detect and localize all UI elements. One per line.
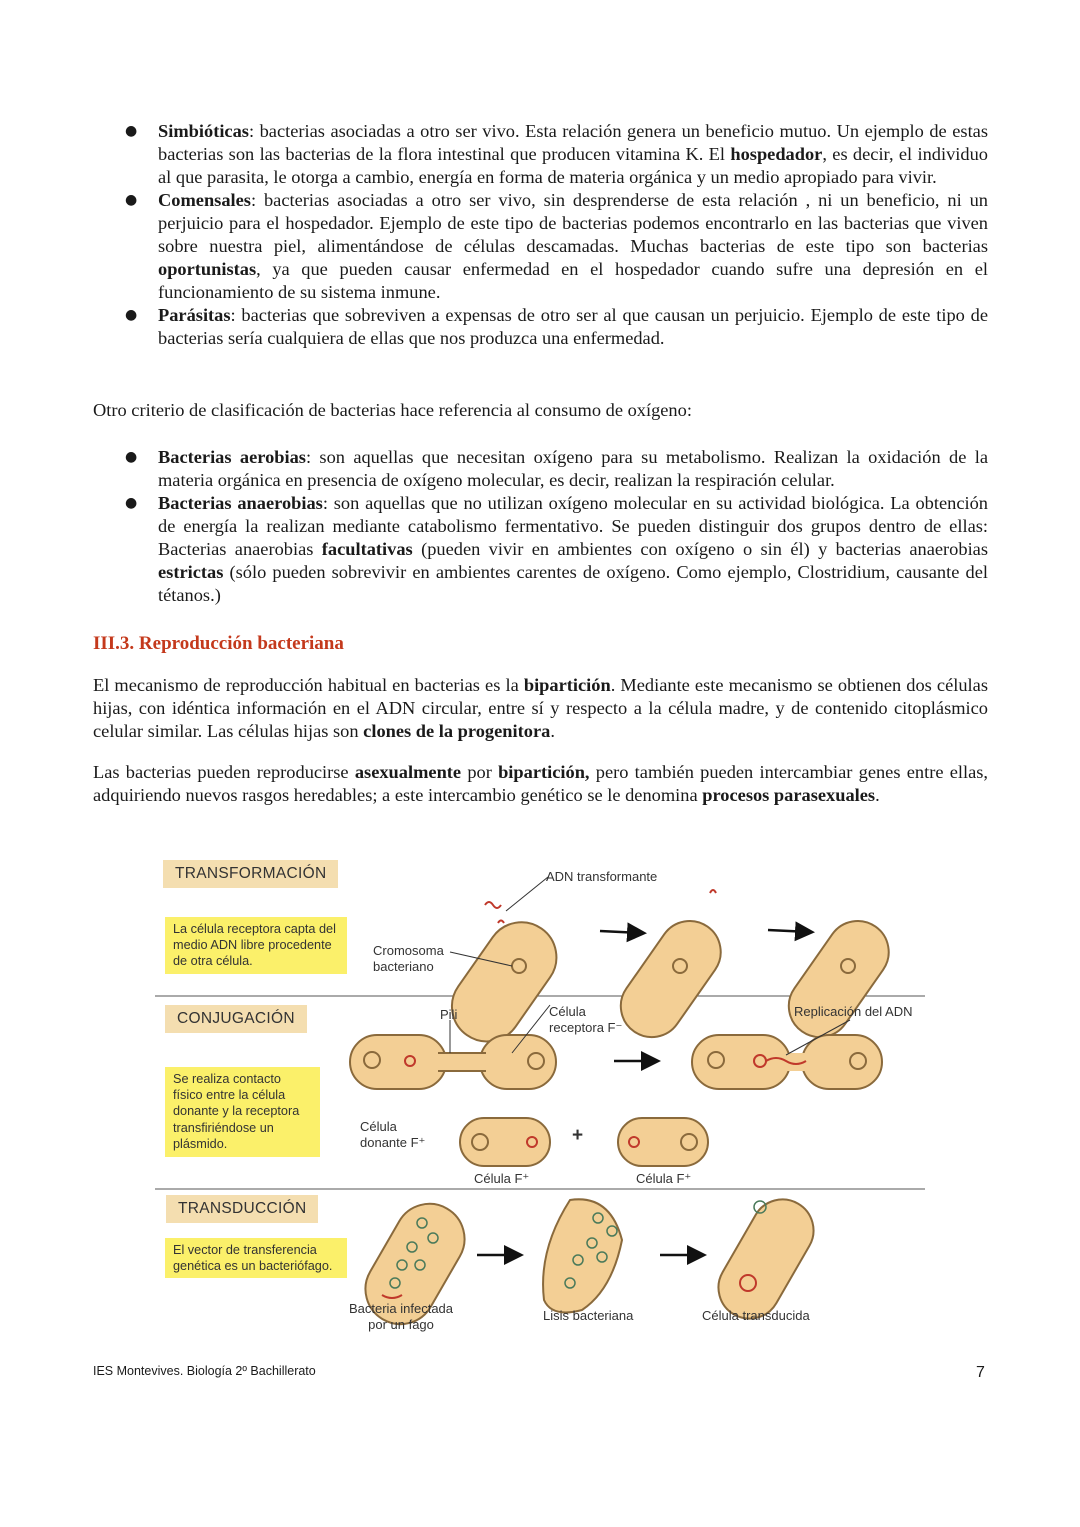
bullet-icon: ● bbox=[125, 449, 138, 465]
label-transforming-dna: ADN transformante bbox=[546, 869, 658, 884]
text: . bbox=[550, 721, 555, 741]
footer-text: IES Montevives. Biología 2º Bachillerato bbox=[93, 1364, 316, 1378]
text: . Mediante este mecanismo se obtienen dos células hijas, con idéntica información en el ADN circular, entre sí y respecto a la célula madre, y de contenido citoplásmico celular similar. Las células hijas son bbox=[93, 675, 988, 741]
bullet-icon: ● bbox=[125, 307, 138, 323]
term: Comensales bbox=[158, 190, 251, 210]
page-number: 7 bbox=[976, 1364, 985, 1381]
daughter-cell-1 bbox=[460, 1118, 550, 1166]
tag-conjugation: CONJUGACIÓN bbox=[165, 1005, 307, 1033]
note-transformation: La célula receptora capta del medio ADN libre procedente de otra célula. bbox=[165, 917, 347, 974]
paragraph-parasexual bbox=[93, 761, 988, 807]
term: oportunistas bbox=[158, 259, 257, 279]
term: hospedador bbox=[730, 144, 823, 164]
text: , es decir, el individuo al que parasita, le otorga a cambio, energía en forma de materia orgánica y un medio apropiado para vivir. bbox=[158, 144, 988, 187]
term: facultativas bbox=[321, 539, 413, 559]
tag-transformation: TRANSFORMACIÓN bbox=[163, 860, 338, 888]
section-title: III.3. Reproducción bacteriana bbox=[93, 633, 344, 654]
text: por bbox=[461, 762, 499, 782]
paragraph-bipartition bbox=[93, 674, 988, 743]
text: Las bacterias pueden reproducirse bbox=[93, 762, 355, 782]
term: bipartición bbox=[523, 675, 611, 695]
list-item bbox=[93, 189, 988, 304]
note-conjugation: Se realiza contacto físico entre la célula donante y la receptora transfiriéndose un plásmido. bbox=[165, 1067, 320, 1157]
text: (pueden vivir en ambientes con oxígeno o sin él) y bacterias anaerobias bbox=[412, 539, 988, 559]
free-dna bbox=[485, 902, 504, 923]
text: : bacterias que sobreviven a expensas de otro ser al que causan un perjuicio. Ejemplo de este tipo de bacterias sería cualquiera de ellas que nos produzca una enfermedad. bbox=[158, 305, 988, 348]
label-lysis: Lisis bacteriana bbox=[543, 1308, 634, 1323]
label-daughter-cell-1: Célula F⁺ bbox=[474, 1171, 530, 1186]
label-pili: Pili bbox=[440, 1007, 458, 1022]
text: (sólo pueden sobrevivir en ambientes carentes de oxígeno. Como ejemplo, Clostridium, causante del tétanos.) bbox=[158, 562, 988, 605]
term: Bacterias aerobias bbox=[158, 447, 306, 467]
term: bipartición, bbox=[498, 762, 590, 782]
text: , ya que pueden causar enfermedad en el hospedador cuando sufre una depresión en el funcionamiento de su sistema inmune. bbox=[158, 259, 988, 302]
oxygen-criterion: Otro criterio de clasificación de bacterias hace referencia al consumo de oxígeno: bbox=[93, 400, 692, 420]
term: estrictas bbox=[158, 562, 224, 582]
term: clones de la progenitora bbox=[363, 721, 551, 741]
label-daughter-cell-2: Célula F⁺ bbox=[636, 1171, 692, 1186]
term: Simbióticas bbox=[158, 121, 249, 141]
term: asexualmente bbox=[354, 762, 462, 782]
term: procesos parasexuales bbox=[702, 785, 876, 805]
label-donor-cell: Célula donante F⁺ bbox=[360, 1119, 426, 1150]
transformation-cell-3 bbox=[777, 909, 901, 1049]
term: Bacterias anaerobias bbox=[158, 493, 323, 513]
arrow-icon bbox=[600, 931, 642, 933]
list-item bbox=[93, 304, 988, 350]
label-transduced-cell: Célula transducida bbox=[702, 1308, 810, 1323]
label-receptor-cell: Célula receptora F⁻ bbox=[549, 1004, 623, 1035]
parasexual-processes-figure bbox=[150, 855, 930, 1335]
term: Parásitas bbox=[158, 305, 231, 325]
label-chromosome: Cromosoma bacteriano bbox=[373, 943, 444, 974]
text: . bbox=[875, 785, 880, 805]
bullet-icon: ● bbox=[125, 123, 138, 139]
bullet-icon: ● bbox=[125, 495, 138, 511]
text: El mecanismo de reproducción habitual en bacterias es la bbox=[93, 675, 524, 695]
label-infected-bacterium: Bacteria infectada por un fago bbox=[348, 1301, 454, 1332]
text: : son aquellas que no utilizan oxígeno molecular en su actividad biológica. La obtención de energía la realizan mediante catabolismo fermentativo. Se pueden distinguir dos grupos dentro de ellas: Bacterias anaerobias bbox=[158, 493, 988, 559]
text: : son aquellas que necesitan oxígeno para su metabolismo. Realizan la oxidación de la materia orgánica en presencia de oxígeno molecular, es decir, realizan la respiración celular. bbox=[158, 447, 988, 490]
label-dna-replication: Replicación del ADN bbox=[794, 1004, 913, 1019]
text: : bacterias asociadas a otro ser vivo, sin desprenderse de esta relación , ni un beneficio, ni un perjuicio para el hospedador. Ejemplo de este tipo de bacterias podemos encontrarlo en las bacterias que viven sobre nuestra piel, alimentándose de células descamadas. Muchas bacterias de este tipo son bacterias bbox=[158, 190, 988, 256]
daughter-cell-2 bbox=[618, 1118, 708, 1166]
text: : bacterias asociadas a otro ser vivo. Esta relación genera un beneficio mutuo. Un ejemplo de estas bacterias son las bacterias de la flora intestinal que producen vitamina K. El bbox=[158, 121, 988, 164]
list-item bbox=[93, 492, 988, 607]
conjugation-replication bbox=[692, 1020, 882, 1089]
tag-transduction: TRANSDUCCIÓN bbox=[166, 1195, 318, 1223]
arrow-icon bbox=[768, 930, 810, 932]
leader-line bbox=[506, 877, 548, 911]
list-item bbox=[93, 120, 988, 189]
note-transduction: El vector de transferencia genética es un bacteriófago. bbox=[165, 1238, 347, 1278]
text: pero también pueden intercambiar genes entre ellas, adquiriendo nuevos rasgos heredables; a este intercambio genético se le denomina bbox=[93, 762, 989, 805]
bullet-icon: ● bbox=[125, 192, 138, 208]
symbiosis-list bbox=[93, 120, 988, 350]
list-item bbox=[93, 446, 988, 492]
oxygen-list bbox=[93, 446, 988, 607]
plus-sign: + bbox=[572, 1125, 584, 1146]
lysed-bacterium bbox=[543, 1199, 622, 1312]
